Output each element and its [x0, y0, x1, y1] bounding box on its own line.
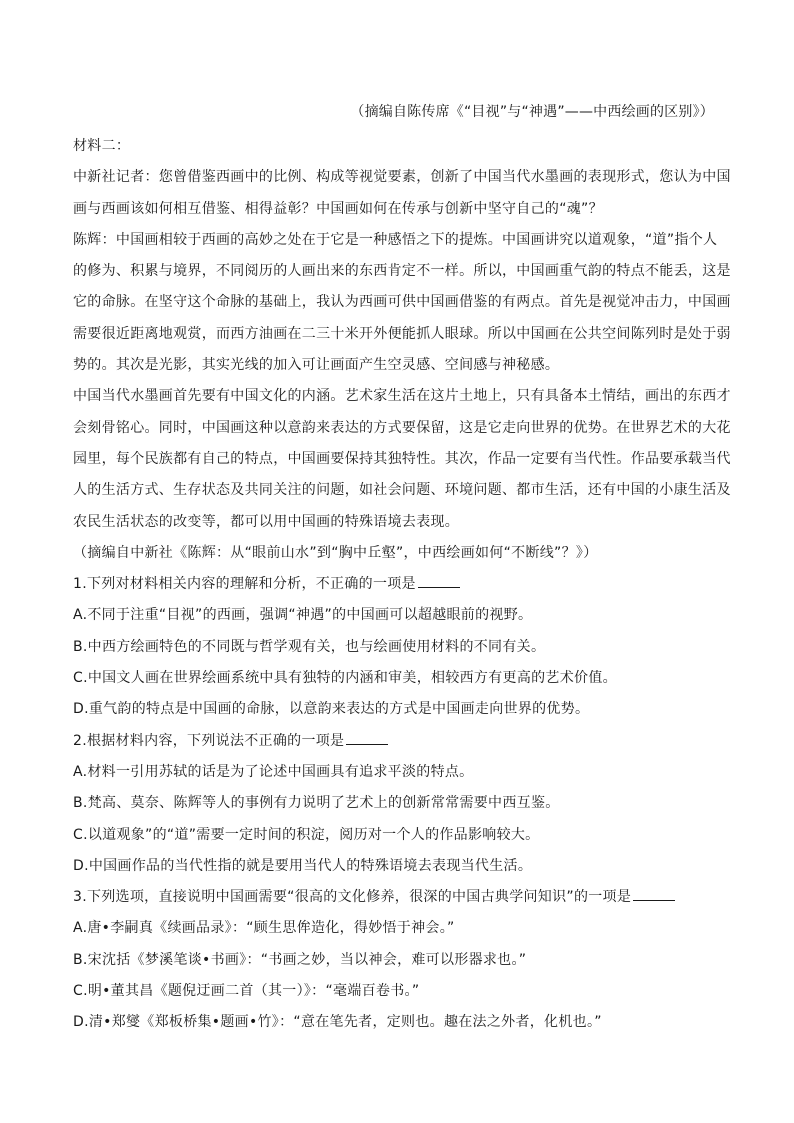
interview-question-line: 中新社记者：您曾借鉴西画中的比例、构成等视觉要素，创新了中国当代水墨画的表现形式，您认为中国: [73, 169, 731, 186]
question-option: C.明•董其昌《题倪迂画二首（其一）》：“毫端百卷书。”: [73, 983, 420, 1000]
document-body: [73, 131, 731, 1039]
answer-blank: [346, 730, 388, 745]
answer-blank: [418, 573, 460, 588]
answer-line: 陈辉：中国画相较于西画的高妙之处在于它是一种感悟之下的提炼。中国画讲究以道观象，“道”指个人: [73, 231, 718, 248]
question-option: A.材料一引用苏轼的话是为了论述中国画具有追求平淡的特点。: [73, 763, 474, 780]
answer-line: 园里，每个民族都有自己的特点，中国画要保持其独特性。其次，作品一定要有当代性。作品要承载当代: [73, 450, 731, 467]
question-stem: [73, 726, 725, 757]
question-option: C.以道观象”的“道”需要一定时间的积淀，阅历对一个人的作品影响较大。: [73, 826, 540, 843]
source-citation-1: （摘编自陈传席《“目视”与“神遇”——中西绘画的区别》）: [350, 104, 714, 120]
question-stem: [73, 569, 725, 600]
question-option: B.中西方绘画特色的不同既与哲学观有关，也与绘画使用材料的不同有关。: [73, 638, 546, 655]
section-label: 材料二：: [73, 138, 131, 154]
question-stem: [73, 882, 725, 913]
answer-line: 的修为、积累与境界，不同阅历的人画出来的东西肯定不一样。所以，中国画重气韵的特点不能丢，这是: [73, 263, 731, 280]
answer-line: 需要很近距离地观赏，而西方油画在二三十米开外便能抓人眼球。所以中国画在公共空间陈列时是处于弱: [73, 325, 731, 342]
question-option: B.宋沈括《梦溪笔谈•书画》：“书画之妙，当以神会，难可以形器求也。”: [73, 951, 527, 968]
question-option: D.中国画作品的当代性指的就是要用当代人的特殊语境去表现当代生活。: [73, 857, 533, 874]
question-option: B.梵高、莫奈、陈辉等人的事例有力说明了艺术上的创新常常需要中西互鉴。: [73, 795, 560, 812]
answer-line: 会刻骨铭心。同时，中国画这种以意韵来表达的方式要保留，这是它走向世界的优势。在世界艺术的大花: [73, 419, 731, 436]
question-stem-text: 1.下列对材料相关内容的理解和分析，不正确的一项是: [73, 576, 416, 593]
question-option: D.重气韵的特点是中国画的命脉，以意韵来表达的方式是中国画走向世界的优势。: [73, 701, 590, 718]
answer-line: 农民生活状态的改变等，都可以用中国画的特殊语境去表现。: [73, 513, 460, 530]
answer-blank: [633, 886, 675, 901]
interview-question-line: 画与西画该如何相互借鉴、相得益彰？中国画如何在传承与创新中坚守自己的“魂”？: [73, 200, 603, 217]
question-option: A.不同于注重“目视”的西画，强调“神遇”的中国画可以超越眼前的视野。: [73, 607, 533, 624]
question-option: C.中国文人画在世界绘画系统中具有独特的内涵和审美，相较西方有更高的艺术价值。: [73, 670, 617, 687]
source-citation-2: （摘编自中新社《陈辉：从“眼前山水”到“胸中丘壑”，中西绘画如何“不断线”？》）: [73, 544, 598, 561]
question-stem-text: 2.根据材料内容，下列说法不正确的一项是: [73, 732, 345, 749]
answer-line: 它的命脉。在坚守这个命脉的基础上，我认为西画可供中国画借鉴的有两点。首先是视觉冲击力，中国画: [73, 294, 731, 311]
answer-line: 势的。其次是光影，其实光线的加入可让画面产生空灵感、空间感与神秘感。: [73, 357, 560, 374]
answer-line: 人的生活方式、生存状态及共同关注的问题，如社会问题、环境问题、都市生活，还有中国的小康生活及: [73, 482, 731, 499]
question-stem-text: 3.下列选项，直接说明中国画需要“很高的文化修养，很深的中国古典学问知识”的一项是: [73, 889, 632, 906]
question-option: A.唐•李嗣真《续画品录》：“顾生思侔造化，得妙悟于神会。”: [73, 920, 455, 937]
answer-line: 中国当代水墨画首先要有中国文化的内涵。艺术家生活在这片土地上，只有具备本土情结，画出的东西才: [73, 388, 731, 405]
question-option: D.清•郑燮《郑板桥集•题画•竹》：“意在笔先者，定则也。趣在法之外者，化机也。”: [73, 1014, 602, 1031]
